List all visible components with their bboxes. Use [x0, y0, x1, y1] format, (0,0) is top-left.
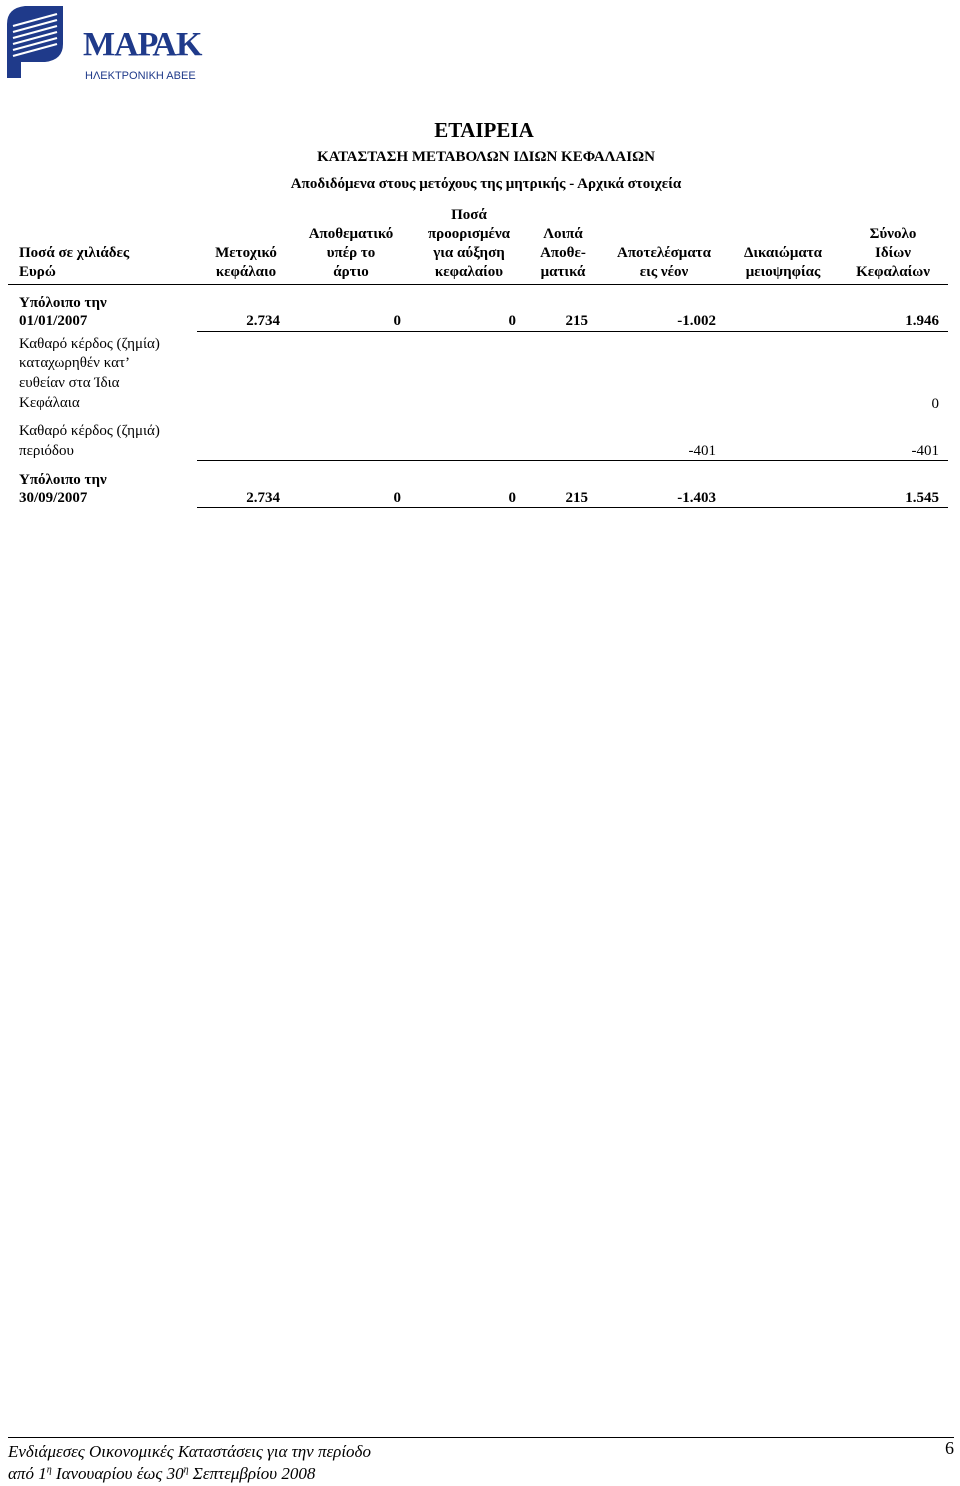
statement-subtitle: Αποδιδόμενα στους μετόχους της μητρικής - Αρχικά στοιχεία	[290, 176, 682, 192]
table-cell: 215	[565, 490, 588, 506]
page-number: 6	[945, 1438, 954, 1458]
row-label-line: Υπόλοιπο την	[19, 295, 107, 311]
table-cell: 0	[393, 490, 401, 506]
column-header-line: κεφάλαιο	[215, 264, 277, 280]
column-header-line: Αποτελέσματα	[617, 245, 711, 261]
footer-period-line1: Ενδιάμεσες Οικονομικές Καταστάσεις για την περίοδο	[8, 1442, 371, 1461]
row-label-period-profit	[19, 422, 160, 460]
logo-subtitle: ΗΛΕΚΤΡΟΝΙΚΗ ΑΒΕΕ	[85, 70, 196, 82]
table-cell: 1.545	[905, 490, 939, 506]
footer-text-part: Ιανουαρίου έως 30	[51, 1464, 184, 1483]
statement-title: ΚΑΤΑΣΤΑΣΗ ΜΕΤΑΒΟΛΩΝ ΙΔΙΩΝ ΚΕΦΑΛΑΙΩΝ	[317, 149, 655, 165]
row-label-line: ευθείαν στα Ίδια	[19, 375, 120, 391]
column-header-line: Κεφαλαίων	[856, 264, 930, 280]
row-rule	[197, 460, 948, 461]
footer-text-part: Σεπτεμβρίου 2008	[188, 1464, 316, 1483]
table-cell: 1.946	[905, 313, 939, 329]
row-label-line: Καθαρό κέρδος (ζημιά)	[19, 423, 160, 439]
column-header-total-equity	[838, 225, 948, 282]
column-header-capital-increase	[410, 206, 528, 282]
table-cell: 2.734	[246, 313, 280, 329]
column-header-line: προορισμένα	[427, 226, 511, 242]
row-label-direct-equity	[19, 335, 160, 412]
footer-superscript: η	[183, 1464, 189, 1476]
page-title: ΕΤΑΙΡΕΙΑ	[434, 118, 534, 142]
table-cell: -1.002	[677, 313, 716, 329]
company-logo	[5, 4, 205, 82]
column-header-line: Αποθε-	[540, 245, 586, 261]
footer-superscript: η	[46, 1464, 52, 1476]
table-cell: 0	[931, 396, 939, 412]
column-header-line: κεφαλαίου	[434, 264, 504, 280]
column-header-retained-earnings	[600, 244, 728, 282]
table-cell: 0	[508, 313, 516, 329]
column-header-other-reserves	[528, 225, 598, 282]
row-label-closing-balance	[19, 471, 107, 507]
column-header-line: Λοιπά	[543, 226, 583, 242]
column-header-line: Αποθεματικό	[308, 226, 394, 242]
unit-header	[19, 244, 169, 282]
header-rule	[8, 284, 948, 285]
footer-text-part: από 1	[8, 1464, 47, 1483]
row-label-line: Κεφάλαια	[19, 395, 80, 411]
row-label-line: Υπόλοιπο την	[19, 472, 107, 488]
column-header-share-premium	[296, 225, 406, 282]
column-header-line: υπέρ το	[326, 245, 376, 261]
table-cell: -1.403	[677, 490, 716, 506]
table-cell: 215	[565, 313, 588, 329]
table-cell: 0	[393, 313, 401, 329]
column-header-line: Δικαιώματα	[743, 245, 823, 261]
column-header-line: Ιδίων	[875, 245, 911, 261]
row-label-line: 30/09/2007	[19, 490, 88, 506]
column-header-line: μειοψηφίας	[745, 264, 821, 280]
row-rule	[197, 507, 948, 508]
column-header-line: Ποσά	[451, 207, 487, 223]
column-header-share-capital	[196, 244, 296, 282]
marak-logo-icon	[5, 4, 67, 80]
logo-name: ΜΑΡΑΚ	[83, 26, 202, 63]
table-cell: 0	[508, 490, 516, 506]
column-header-minority-interest	[728, 244, 838, 282]
unit-header-line: Ποσά σε χιλιάδες	[19, 245, 130, 261]
table-cell: 2.734	[246, 490, 280, 506]
row-label-line: καταχωρηθέν κατ’	[19, 355, 131, 371]
row-rule	[197, 331, 948, 332]
column-header-line: για αύξηση	[433, 245, 505, 261]
table-cell: -401	[911, 443, 939, 459]
column-header-line: Μετοχικό	[215, 245, 277, 261]
row-label-line: Καθαρό κέρδος (ζημία)	[19, 336, 160, 352]
row-label-opening-balance	[19, 294, 107, 330]
column-header-line: Σύνολο	[869, 226, 917, 242]
footer-divider	[8, 1437, 954, 1438]
row-label-line: 01/01/2007	[19, 313, 88, 329]
footer-period-line2	[8, 1463, 315, 1485]
table-cell: -401	[688, 443, 716, 459]
unit-header-line: Ευρώ	[19, 264, 56, 280]
column-header-line: ματικά	[540, 264, 586, 280]
row-label-line: περιόδου	[19, 443, 74, 459]
column-header-line: εις νέον	[639, 264, 689, 280]
column-header-line: άρτιο	[333, 264, 369, 280]
